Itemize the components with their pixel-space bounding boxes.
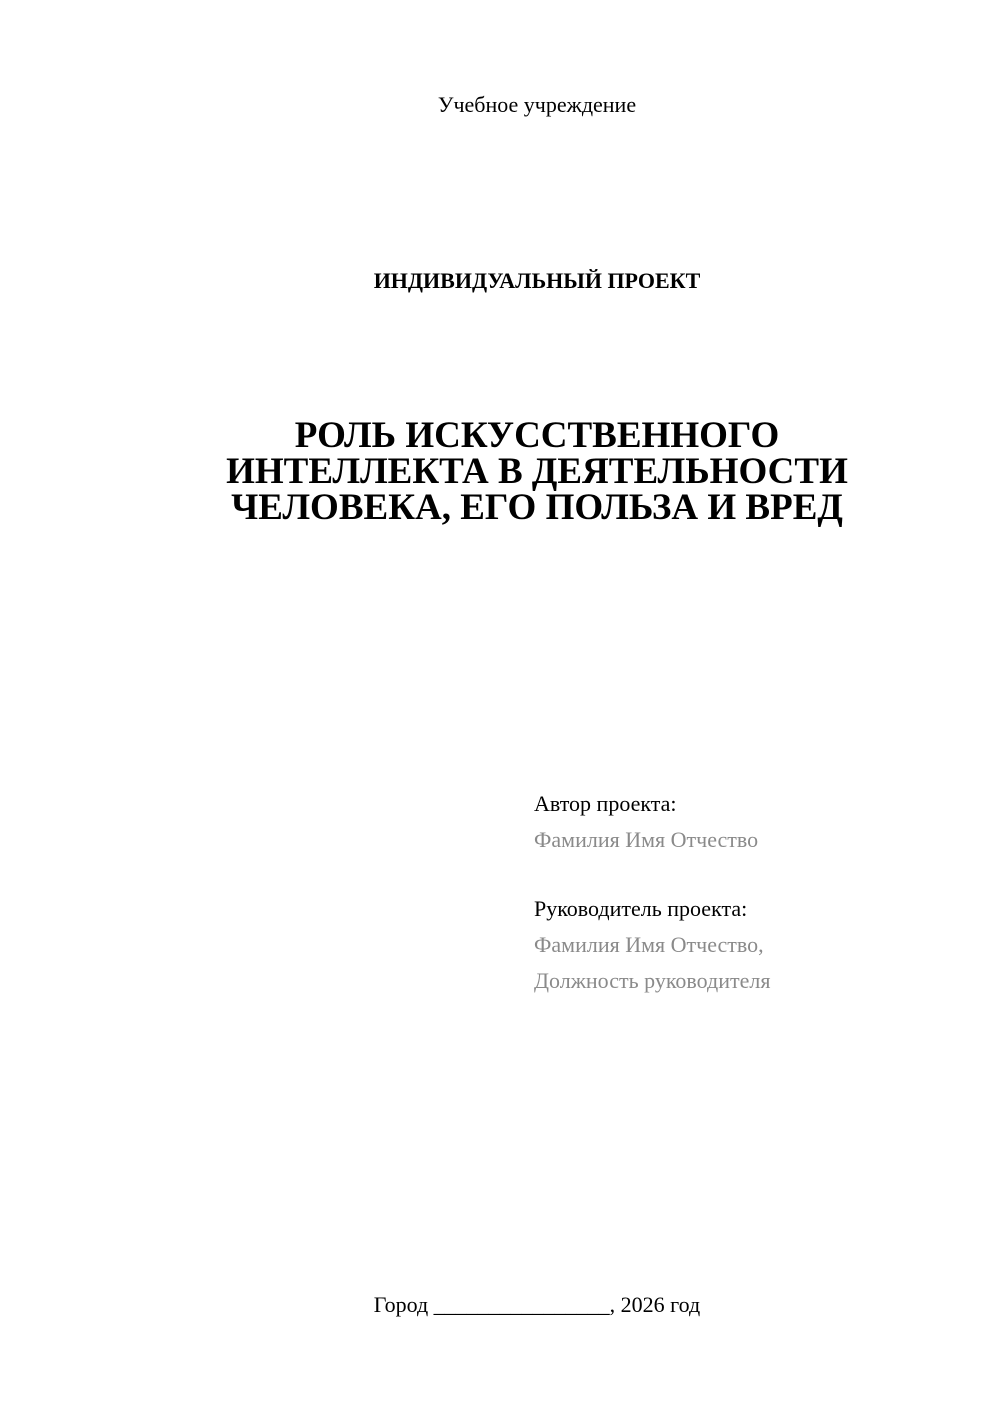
document-type: ИНДИВИДУАЛЬНЫЙ ПРОЕКТ bbox=[373, 268, 701, 293]
project-title-line-1: РОЛЬ ИСКУССТВЕННОГО bbox=[294, 415, 780, 456]
author-label: Автор проекта: bbox=[534, 791, 677, 816]
supervisor-position: Должность руководителя bbox=[534, 968, 771, 993]
supervisor-label: Руководитель проекта: bbox=[534, 896, 748, 921]
city-year-line: Город ________________, 2026 год bbox=[373, 1292, 701, 1317]
supervisor-block bbox=[534, 891, 974, 999]
author-block bbox=[534, 786, 974, 858]
project-title-line-2: ИНТЕЛЛЕКТА В ДЕЯТЕЛЬНОСТИ bbox=[226, 451, 848, 492]
author-name: Фамилия Имя Отчество bbox=[534, 827, 759, 852]
project-title-line-3: ЧЕЛОВЕКА, ЕГО ПОЛЬЗА И ВРЕД bbox=[231, 487, 843, 528]
institution-name: Учебное учреждение bbox=[437, 92, 637, 117]
project-title bbox=[200, 415, 874, 528]
supervisor-name: Фамилия Имя Отчество, bbox=[534, 932, 764, 957]
